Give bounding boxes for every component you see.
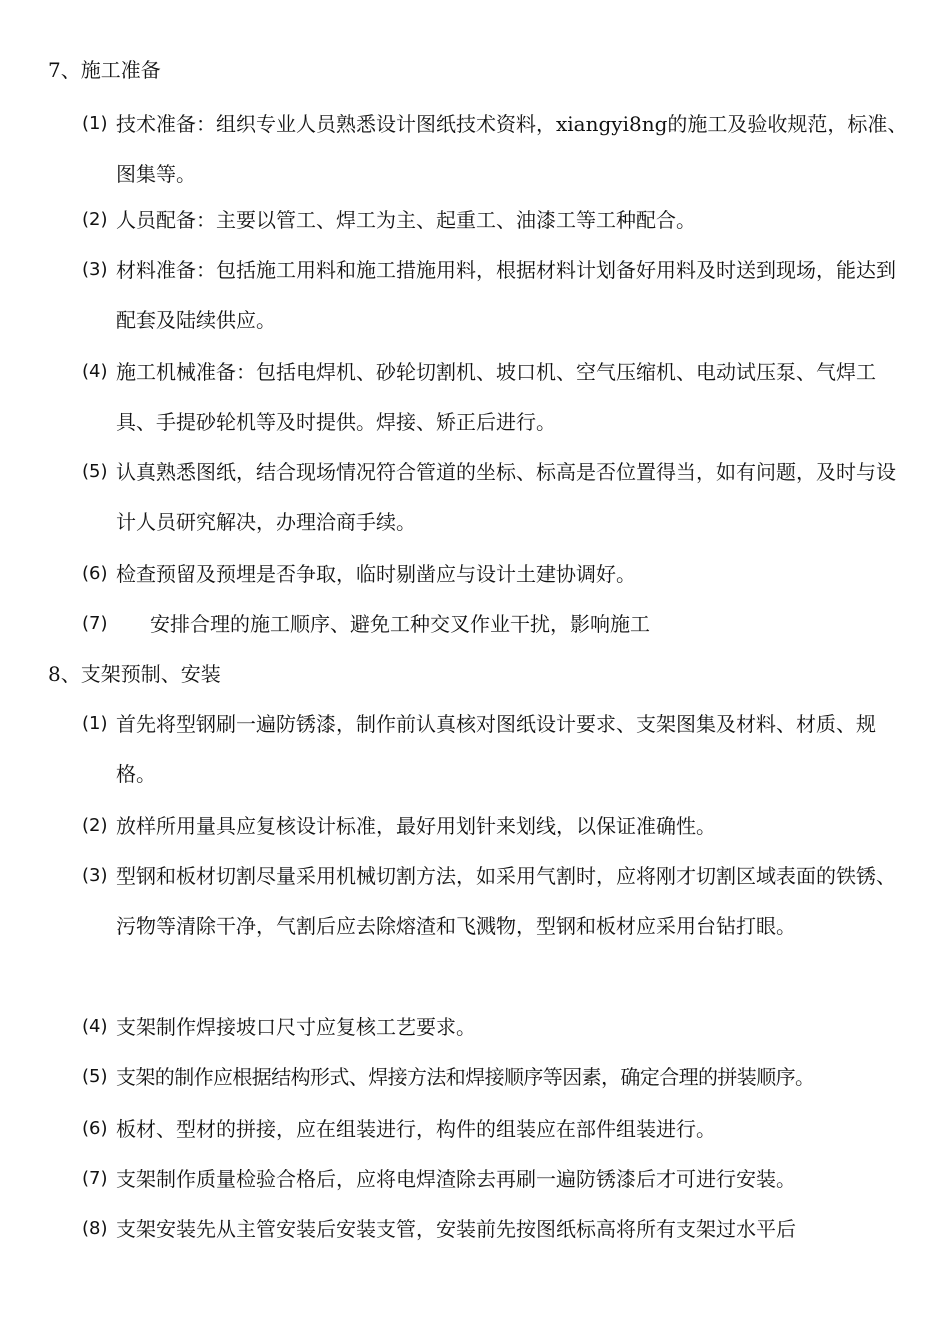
item-number: (4): [82, 361, 108, 382]
item-text: 板材、型材的拼接，应在组装进行，构件的组装应在部件组装进行。: [116, 1117, 716, 1141]
item-number: (6): [82, 1118, 108, 1139]
list-item-8-8: [82, 1204, 912, 1254]
item-number: (8): [82, 1218, 108, 1239]
item-number: (1): [82, 713, 108, 734]
item-number: (7): [82, 1168, 108, 1189]
list-item-7-7: [82, 599, 912, 649]
item-text: 安排合理的施工顺序、避免工种交叉作业干扰，影响施工: [150, 612, 650, 636]
list-item-8-7: [82, 1154, 912, 1204]
list-item-8-4: [82, 1002, 912, 1052]
item-text: 支架的制作应根据结构形式、焊接方法和焊接顺序等因素，确定合理的拼装顺序。: [116, 1065, 815, 1089]
list-item-7-3: [82, 245, 912, 345]
item-text: 型钢和板材切割尽量采用机械切割方法，如采用气割时，应将刚才切割区域表面的铁锈、污物等清除干净，气割后应去除熔渣和飞溅物，型钢和板材应采用台钻打眼。: [116, 864, 896, 938]
list-item-7-5: [82, 447, 912, 547]
list-item-7-2: [82, 195, 912, 245]
item-text: 首先将型钢刷一遍防锈漆，制作前认真核对图纸设计要求、支架图集及材料、材质、规格。: [116, 712, 876, 786]
list-item-7-1: [82, 99, 912, 199]
section-heading-8: 8、支架预制、安装: [48, 662, 221, 686]
list-item-7-4: [82, 347, 912, 447]
item-number: (2): [82, 815, 108, 836]
item-number: (2): [82, 209, 108, 230]
item-text: 材料准备：包括施工用料和施工措施用料，根据材料计划备好用料及时送到现场，能达到配套及陆续供应。: [116, 258, 896, 332]
item-text: 施工机械准备：包括电焊机、砂轮切割机、坡口机、空气压缩机、电动试压泵、气焊工具、手提砂轮机等及时提供。焊接、矫正后进行。: [116, 360, 876, 434]
item-number: (1): [82, 113, 108, 134]
item-text: 支架制作焊接坡口尺寸应复核工艺要求。: [116, 1015, 476, 1039]
list-item-8-2: [82, 801, 912, 851]
item-text: 支架制作质量检验合格后，应将电焊渣除去再刷一遍防锈漆后才可进行安装。: [116, 1167, 796, 1191]
item-number: (6): [82, 563, 108, 584]
item-text: 认真熟悉图纸，结合现场情况符合管道的坐标、标高是否位置得当，如有问题，及时与设计人员研究解决，办理洽商手续。: [116, 460, 896, 534]
item-text: 检查预留及预埋是否争取，临时剔凿应与设计土建协调好。: [116, 562, 636, 586]
item-text: 放样所用量具应复核设计标准，最好用划针来划线，以保证准确性。: [116, 814, 716, 838]
list-item-8-1: [82, 699, 912, 799]
item-text: 支架安装先从主管安装后安装支管，安装前先按图纸标高将所有支架过水平后: [116, 1217, 796, 1241]
list-item-8-6: [82, 1104, 912, 1154]
item-number: (3): [82, 259, 108, 280]
item-number: (4): [82, 1016, 108, 1037]
section-heading-7: 7、施工准备: [48, 58, 161, 82]
list-item-8-5: [82, 1052, 912, 1102]
item-text: 人员配备：主要以管工、焊工为主、起重工、油漆工等工种配合。: [116, 208, 696, 232]
list-item-7-6: [82, 549, 912, 599]
item-number: (5): [82, 461, 108, 482]
list-item-8-3: [82, 851, 912, 951]
item-number: (7): [82, 613, 108, 634]
item-number: (5): [82, 1066, 108, 1087]
item-text: 技术准备：组织专业人员熟悉设计图纸技术资料，xiangyi8ng的施工及验收规范，标准、图集等。: [116, 112, 908, 186]
item-number: (3): [82, 865, 108, 886]
